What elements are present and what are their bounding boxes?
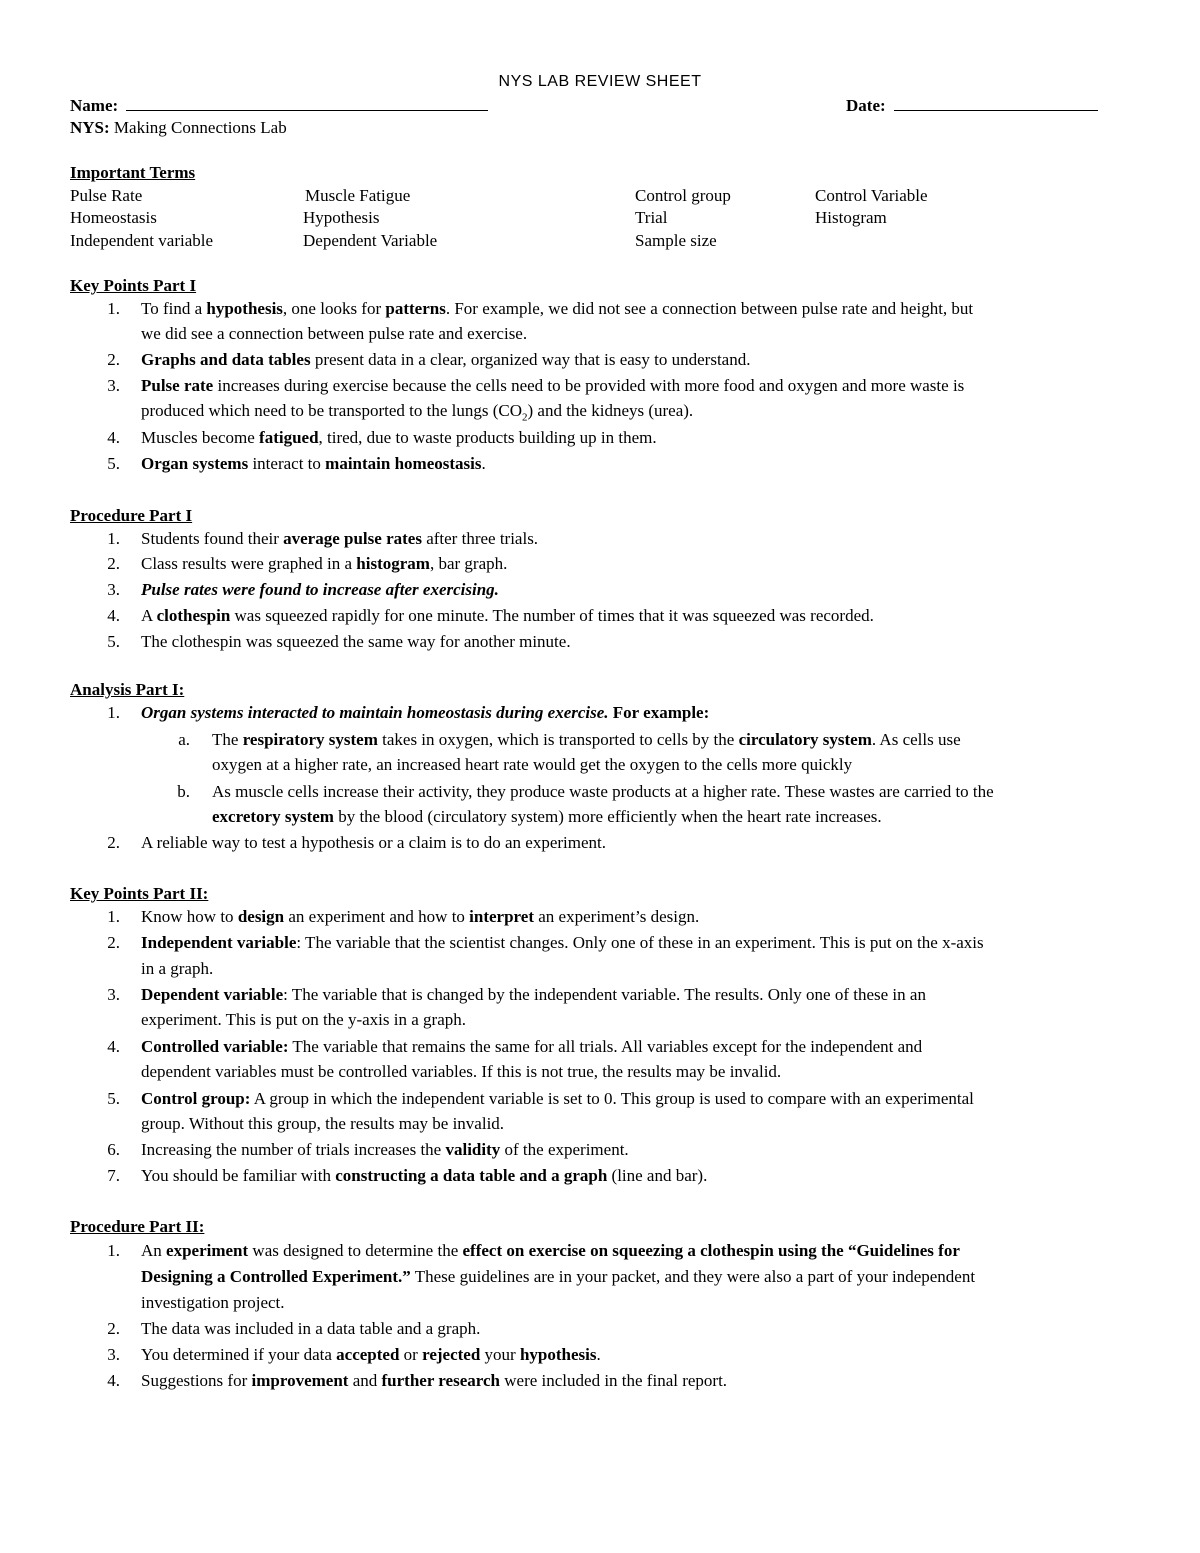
list-subitem-continued: oxygen at a higher rate, an increased heart rate would get the oxygen to the cells more quickly (212, 755, 853, 774)
list-item: The data was included in a data table and a graph. (141, 1319, 481, 1338)
key2-heading: Key Points Part II: (70, 884, 209, 903)
list-item: Controlled variable: The variable that remains the same for all trials. All variables except for the independent and (141, 1037, 923, 1056)
list-item: Know how to design an experiment and how to interpret an experiment’s design. (141, 907, 700, 926)
list-number: 3. (107, 985, 120, 1004)
list-item: You determined if your data accepted or rejected your hypothesis. (141, 1345, 601, 1364)
list-number: 2. (107, 554, 120, 573)
list-item: Graphs and data tables present data in a clear, organized way that is easy to understand. (141, 350, 751, 369)
list-item: You should be familiar with constructing a data table and a graph (line and bar). (141, 1166, 708, 1185)
list-item-continued: group. Without this group, the results may be invalid. (141, 1114, 505, 1133)
term: Histogram (815, 208, 887, 227)
list-item-continued: experiment. This is put on the y-axis in a graph. (141, 1010, 466, 1029)
list-subitem: The respiratory system takes in oxygen, which is transported to cells by the circulatory system. As cells use (212, 730, 961, 749)
term: Sample size (635, 231, 717, 250)
list-letter: a. (178, 730, 190, 749)
list-item-continued: produced which need to be transported to the lungs $(CO_2)$ and the kidneys (urea). (141, 401, 694, 424)
list-number: 1. (107, 299, 120, 318)
list-item: A reliable way to test a hypothesis or a claim is to do an experiment. (141, 833, 607, 852)
list-item: Independent variable: The variable that the scientist changes. Only one of these in an experiment. This is put on the x-axis (141, 933, 984, 952)
list-number: 1. (107, 529, 120, 548)
name-label: Name: (70, 96, 119, 115)
term: Pulse Rate (70, 186, 143, 205)
list-item: Pulse rate increases during exercise because the cells need to be provided with more food and oxygen and more waste is (141, 376, 965, 395)
list-item: Organ systems interact to maintain homeostasis. (141, 454, 486, 473)
terms-heading: Important Terms (70, 163, 196, 182)
term: Muscle Fatigue (305, 186, 411, 205)
list-item-continued: investigation project. (141, 1293, 285, 1312)
list-item: Muscles become fatigued, tired, due to waste products building up in them. (141, 428, 657, 447)
list-subitem-continued: excretory system by the blood (circulatory system) more efficiently when the heart rate increases. (212, 807, 882, 826)
list-number: 4. (107, 606, 120, 625)
term: Dependent Variable (303, 231, 438, 250)
list-number: 7. (107, 1166, 120, 1185)
term: Control group (635, 186, 731, 205)
list-item: Students found their average pulse rates after three trials. (141, 529, 539, 548)
date-blank-line[interactable] (894, 96, 1098, 111)
key1-heading: Key Points Part I (70, 276, 197, 295)
list-item: Dependent variable: The variable that is changed by the independent variable. The results. Only one of these in an (141, 985, 926, 1004)
nys-label: NYS: (70, 118, 110, 137)
list-item: Control group: A group in which the independent variable is set to 0. This group is used to compare with an experimental (141, 1089, 974, 1108)
list-item-continued: in a graph. (141, 959, 214, 978)
list-number: 1. (107, 1241, 120, 1260)
proc2-heading: Procedure Part II: (70, 1217, 205, 1236)
term: Trial (635, 208, 668, 227)
list-number: 2. (107, 1319, 120, 1338)
list-subitem: As muscle cells increase their activity, they produce waste products at a higher rate. These wastes are carried to the (212, 782, 994, 801)
list-number: 2. (107, 933, 120, 952)
list-item-continued: dependent variables must be controlled variables. If this is not true, the results may be invalid. (141, 1062, 782, 1081)
term: Independent variable (70, 231, 214, 250)
list-item-continued: Designing a Controlled Experiment.” These guidelines are in your packet, and they were also a part of your independent (141, 1267, 976, 1286)
list-item: Pulse rates were found to increase after exercising. (141, 580, 499, 599)
list-number: 4. (107, 1371, 120, 1390)
list-number: 3. (107, 376, 120, 395)
list-number: 3. (107, 580, 120, 599)
list-number: 2. (107, 350, 120, 369)
lab-line (70, 118, 287, 138)
analysis1-heading: Analysis Part I: (70, 680, 185, 699)
name-blank-line[interactable] (126, 96, 488, 111)
list-item: Class results were graphed in a histogram, bar graph. (141, 554, 508, 573)
list-item: Organ systems interacted to maintain homeostasis during exercise. For example: (141, 703, 710, 722)
term: Homeostasis (70, 208, 157, 227)
term: Hypothesis (303, 208, 380, 227)
date-field (846, 96, 1098, 116)
list-item: To find a hypothesis, one looks for patterns. For example, we did not see a connection between pulse rate and height, but (141, 299, 974, 318)
date-label: Date: (846, 96, 886, 115)
proc1-heading: Procedure Part I (70, 506, 193, 525)
list-number: 5. (107, 1089, 120, 1108)
name-field (70, 96, 488, 116)
list-item: An experiment was designed to determine the effect on exercise on squeezing a clothespin using the “Guidelines for (141, 1241, 960, 1260)
list-number: 5. (107, 454, 120, 473)
page-title: NYS LAB REVIEW SHEET (498, 73, 702, 90)
list-item: The clothespin was squeezed the same way for another minute. (141, 632, 571, 651)
list-number: 1. (107, 703, 120, 722)
list-letter: b. (177, 782, 190, 801)
term: Control Variable (815, 186, 928, 205)
lab-name: Making Connections Lab (113, 118, 287, 137)
list-number: 3. (107, 1345, 120, 1364)
list-item: Increasing the number of trials increases the validity of the experiment. (141, 1140, 629, 1159)
list-number: 5. (107, 632, 120, 651)
list-item: A clothespin was squeezed rapidly for one minute. The number of times that it was squeezed was recorded. (141, 606, 874, 625)
list-number: 4. (107, 428, 120, 447)
list-number: 2. (107, 833, 120, 852)
list-item: Suggestions for improvement and further research were included in the final report. (141, 1371, 728, 1390)
list-number: 4. (107, 1037, 120, 1056)
list-number: 1. (107, 907, 120, 926)
list-item-continued: we did see a connection between pulse rate and exercise. (141, 324, 528, 343)
list-number: 6. (107, 1140, 120, 1159)
